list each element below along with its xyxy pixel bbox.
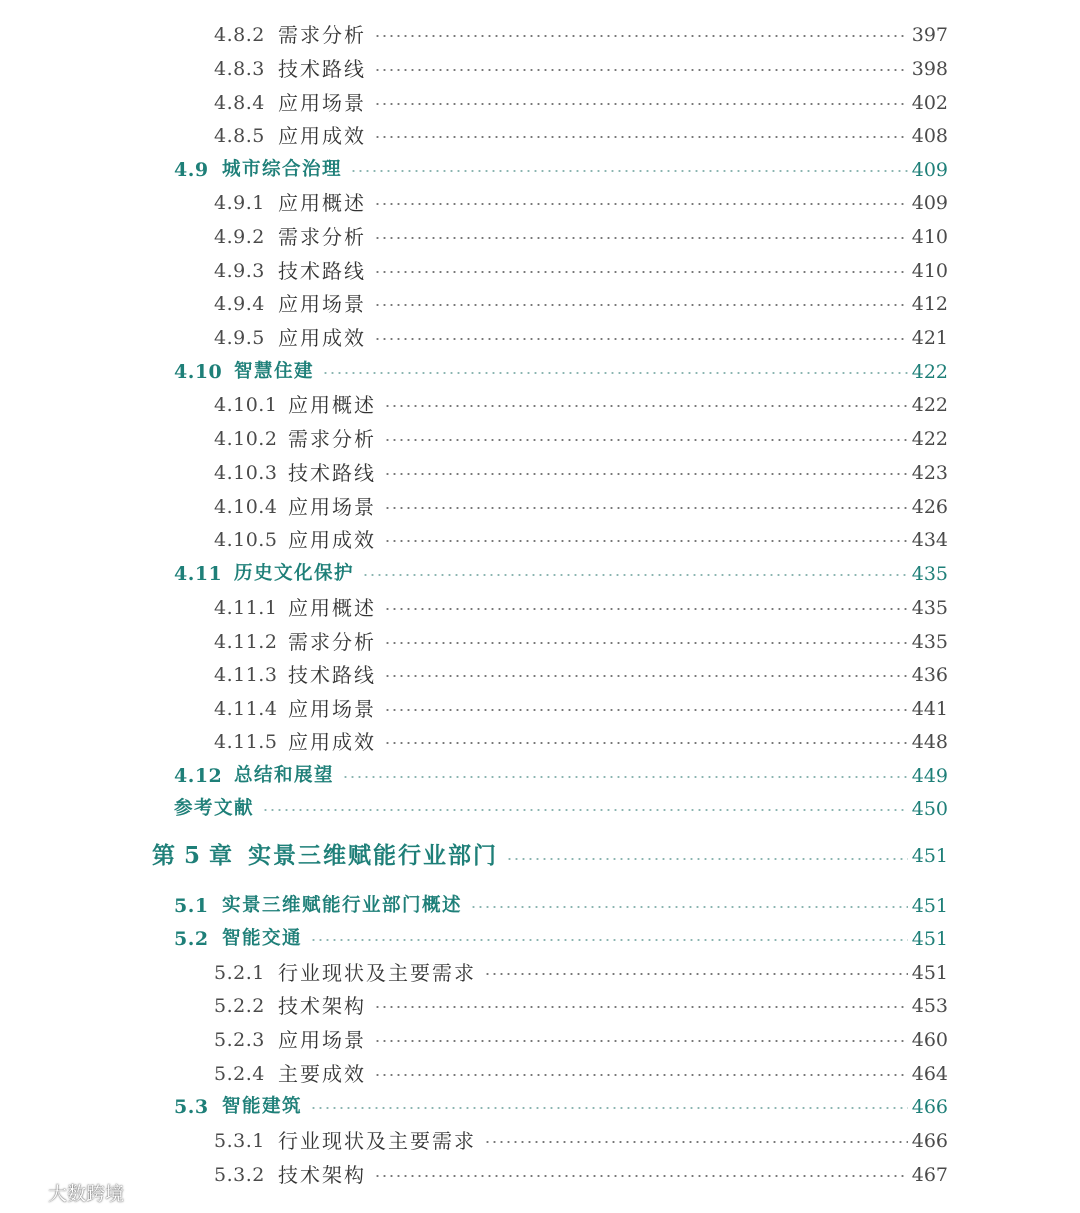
toc-section-entry[interactable]	[0, 1090, 1080, 1124]
toc-page-number: 441	[911, 698, 948, 720]
toc-entry-title: 技术架构	[278, 1163, 366, 1187]
toc-leader-dots	[374, 203, 908, 205]
toc-subsection-entry[interactable]	[0, 422, 1080, 456]
toc-entry-number: 4.11.3	[214, 664, 278, 686]
wechat-logo-icon	[8, 1180, 42, 1204]
toc-section-entry[interactable]	[0, 792, 1080, 826]
toc-chapter-entry[interactable]	[0, 836, 1080, 876]
toc-entry-number: 4.8.4	[214, 92, 265, 114]
toc-leader-dots	[470, 906, 908, 908]
toc-leader-dots	[374, 103, 908, 105]
toc-leader-dots	[374, 237, 908, 239]
toc-leader-dots	[342, 776, 908, 778]
toc-entry-number: 5.2.1	[214, 962, 265, 984]
toc-page-number: 435	[911, 631, 948, 653]
toc-subsection-entry[interactable]	[0, 220, 1080, 254]
toc-entry-title: 应用成效	[278, 326, 366, 350]
toc-entry-title: 技术路线	[278, 259, 366, 283]
watermark	[8, 1176, 124, 1208]
toc-subsection-entry[interactable]	[0, 86, 1080, 120]
toc-leader-dots	[484, 973, 908, 975]
toc-entry-title: 技术路线	[288, 461, 376, 485]
toc-leader-dots	[384, 439, 908, 441]
toc-entry-number: 4.9.2	[214, 226, 265, 248]
toc-page-number: 460	[911, 1029, 948, 1051]
toc-entry-number: 5.2.3	[214, 1029, 265, 1051]
toc-entry-title: 主要成效	[278, 1062, 366, 1086]
toc-page-number: 402	[911, 92, 948, 114]
toc-entry-number: 5.3.1	[214, 1130, 265, 1152]
toc-page-number: 435	[911, 563, 948, 585]
toc-subsection-entry[interactable]	[0, 591, 1080, 625]
toc-subsection-entry[interactable]	[0, 18, 1080, 52]
toc-page-number: 466	[911, 1096, 948, 1118]
toc-entry-title: 智能建筑	[222, 1096, 303, 1117]
toc-entry-number: 4.11.2	[214, 631, 278, 653]
toc-entry-number: 5.2.2	[214, 995, 265, 1017]
toc-entry-number: 4.9.5	[214, 327, 265, 349]
toc-page-number: 449	[911, 765, 948, 787]
toc-entry-number: 5.3	[174, 1096, 209, 1118]
toc-entry-number: 4.8.3	[214, 58, 265, 80]
toc-subsection-entry[interactable]	[0, 1124, 1080, 1158]
toc-page-number: 408	[911, 125, 948, 147]
toc-leader-dots	[384, 405, 908, 407]
toc-page-number: 423	[911, 462, 948, 484]
toc-page-number: 412	[911, 293, 948, 315]
toc-subsection-entry[interactable]	[0, 254, 1080, 288]
toc-leader-dots	[384, 709, 908, 711]
toc-entry-title: 实景三维赋能行业部门概述	[222, 895, 463, 916]
toc-page-number: 410	[911, 226, 948, 248]
toc-entry-number: 4.9	[174, 159, 209, 181]
toc-leader-dots	[374, 271, 908, 273]
toc-subsection-entry[interactable]	[0, 625, 1080, 659]
toc-entry-title: 应用成效	[288, 730, 376, 754]
toc-page-number: 397	[911, 24, 948, 46]
toc-page-number: 422	[911, 428, 948, 450]
toc-subsection-entry[interactable]	[0, 989, 1080, 1023]
toc-entry-title: 智能交通	[222, 928, 303, 949]
toc-entry-title: 应用场景	[278, 1028, 366, 1052]
toc-entry-title: 技术路线	[288, 663, 376, 687]
toc-entry-title: 应用场景	[278, 91, 366, 115]
toc-leader-dots	[506, 858, 908, 860]
toc-page-number: 466	[911, 1130, 948, 1152]
toc-entry-number: 5.2	[174, 928, 209, 950]
toc-entry-title: 需求分析	[288, 427, 376, 451]
toc-entry-title: 行业现状及主要需求	[278, 1129, 476, 1153]
toc-leader-dots	[384, 608, 908, 610]
toc-entry-number: 4.10.2	[214, 428, 278, 450]
toc-subsection-entry[interactable]	[0, 1023, 1080, 1057]
toc-page-number: 409	[911, 192, 948, 214]
toc-page-number: 435	[911, 597, 948, 619]
toc-section-entry[interactable]	[0, 153, 1080, 187]
toc-entry-number: 4.10.1	[214, 394, 278, 416]
toc-entry-number: 4.12	[174, 765, 223, 787]
toc-section-entry[interactable]	[0, 922, 1080, 956]
toc-page-number: 426	[911, 496, 948, 518]
toc-leader-dots	[384, 675, 908, 677]
toc-entry-number: 4.9.4	[214, 293, 265, 315]
toc-page-number: 448	[911, 731, 948, 753]
toc-page-number: 434	[911, 529, 948, 551]
toc-entry-number: 4.10.4	[214, 496, 278, 518]
toc-leader-dots	[484, 1141, 908, 1143]
toc-entry-title: 应用成效	[278, 124, 366, 148]
toc-leader-dots	[262, 809, 908, 811]
toc-subsection-entry[interactable]	[0, 456, 1080, 490]
toc-page-number: 409	[911, 159, 948, 181]
toc-page-number: 410	[911, 260, 948, 282]
toc-entry-number: 4.9.1	[214, 192, 265, 214]
toc-leader-dots	[362, 574, 908, 576]
toc-page-number: 436	[911, 664, 948, 686]
toc-entry-title: 实景三维赋能行业部门	[248, 842, 498, 869]
toc-entry-number: 5.2.4	[214, 1063, 265, 1085]
toc-leader-dots	[384, 540, 908, 542]
toc-entry-title: 参考文献	[174, 798, 255, 819]
toc-leader-dots	[374, 1175, 908, 1177]
toc-page-number: 421	[911, 327, 948, 349]
toc-subsection-entry[interactable]	[0, 956, 1080, 990]
toc-leader-dots	[374, 1074, 908, 1076]
toc-entry-title: 需求分析	[278, 23, 366, 47]
toc-leader-dots	[374, 1006, 908, 1008]
toc-leader-dots	[350, 170, 908, 172]
toc-entry-title: 应用场景	[278, 292, 366, 316]
toc-subsection-entry[interactable]	[0, 523, 1080, 557]
toc-entry-title: 历史文化保护	[234, 563, 355, 584]
toc-page-number: 451	[911, 895, 948, 917]
toc-page-number: 422	[911, 394, 948, 416]
toc-subsection-entry[interactable]	[0, 1057, 1080, 1091]
toc-page-number: 422	[911, 361, 948, 383]
toc-entry-title: 应用概述	[278, 191, 366, 215]
toc-entry-title: 需求分析	[288, 630, 376, 654]
toc-leader-dots	[374, 136, 908, 138]
watermark-text: 大数跨境	[48, 1182, 125, 1205]
toc-entry-number: 4.11	[174, 563, 223, 585]
toc-page-number: 464	[911, 1063, 948, 1085]
toc-subsection-entry[interactable]	[0, 490, 1080, 524]
toc-leader-dots	[384, 507, 908, 509]
toc-subsection-entry[interactable]	[0, 119, 1080, 153]
toc-entry-title: 需求分析	[278, 225, 366, 249]
toc-leader-dots	[310, 1107, 908, 1109]
toc-entry-number: 4.10.5	[214, 529, 278, 551]
toc-page-number: 451	[911, 845, 948, 867]
toc-subsection-entry[interactable]	[0, 321, 1080, 355]
toc-leader-dots	[384, 642, 908, 644]
toc-page-number: 450	[911, 798, 948, 820]
toc-leader-dots	[322, 372, 908, 374]
toc-page-number: 451	[911, 962, 948, 984]
toc-subsection-entry[interactable]	[0, 388, 1080, 422]
toc-entry-title: 应用场景	[288, 697, 376, 721]
toc-entry-title: 技术路线	[278, 57, 366, 81]
toc-entry-number: 4.10.3	[214, 462, 278, 484]
toc-section-entry[interactable]	[0, 557, 1080, 591]
toc-entry-number: 4.8.2	[214, 24, 265, 46]
toc-entry-number: 4.9.3	[214, 260, 265, 282]
toc-entry-title: 智慧住建	[234, 361, 315, 382]
toc-page-number: 398	[911, 58, 948, 80]
toc-entry-number: 4.10	[174, 361, 223, 383]
toc-subsection-entry[interactable]	[0, 52, 1080, 86]
toc-leader-dots	[374, 304, 908, 306]
toc-leader-dots	[374, 69, 908, 71]
toc-page-number: 467	[911, 1164, 948, 1186]
toc-leader-dots	[310, 939, 908, 941]
toc-subsection-entry[interactable]	[0, 186, 1080, 220]
toc-leader-dots	[374, 35, 908, 37]
toc-subsection-entry[interactable]	[0, 1158, 1080, 1192]
toc-entry-number: 4.8.5	[214, 125, 265, 147]
toc-entry-number: 4.11.4	[214, 698, 278, 720]
toc-leader-dots	[384, 473, 908, 475]
toc-entry-title: 应用概述	[288, 393, 376, 417]
toc-subsection-entry[interactable]	[0, 725, 1080, 759]
toc-entry-number: 5.1	[174, 895, 209, 917]
toc-entry-number: 第 5 章	[152, 842, 233, 869]
toc-subsection-entry[interactable]	[0, 692, 1080, 726]
toc-section-entry[interactable]	[0, 355, 1080, 389]
toc-subsection-entry[interactable]	[0, 287, 1080, 321]
toc-entry-title: 应用概述	[288, 596, 376, 620]
toc-section-entry[interactable]	[0, 759, 1080, 793]
toc-entry-title: 应用成效	[288, 528, 376, 552]
toc-leader-dots	[384, 742, 908, 744]
toc-section-entry[interactable]	[0, 889, 1080, 923]
toc-entry-title: 城市综合治理	[222, 159, 343, 180]
toc-entry-number: 4.11.5	[214, 731, 278, 753]
toc-page-number: 451	[911, 928, 948, 950]
toc-leader-dots	[374, 338, 908, 340]
toc-entry-title: 行业现状及主要需求	[278, 961, 476, 985]
toc-leader-dots	[374, 1040, 908, 1042]
toc-subsection-entry[interactable]	[0, 658, 1080, 692]
toc-entry-number: 5.3.2	[214, 1164, 265, 1186]
toc-entry-title: 技术架构	[278, 994, 366, 1018]
toc-entry-title: 应用场景	[288, 495, 376, 519]
toc-entry-number: 4.11.1	[214, 597, 278, 619]
toc-page-number: 453	[911, 995, 948, 1017]
toc-entry-title: 总结和展望	[234, 765, 335, 786]
